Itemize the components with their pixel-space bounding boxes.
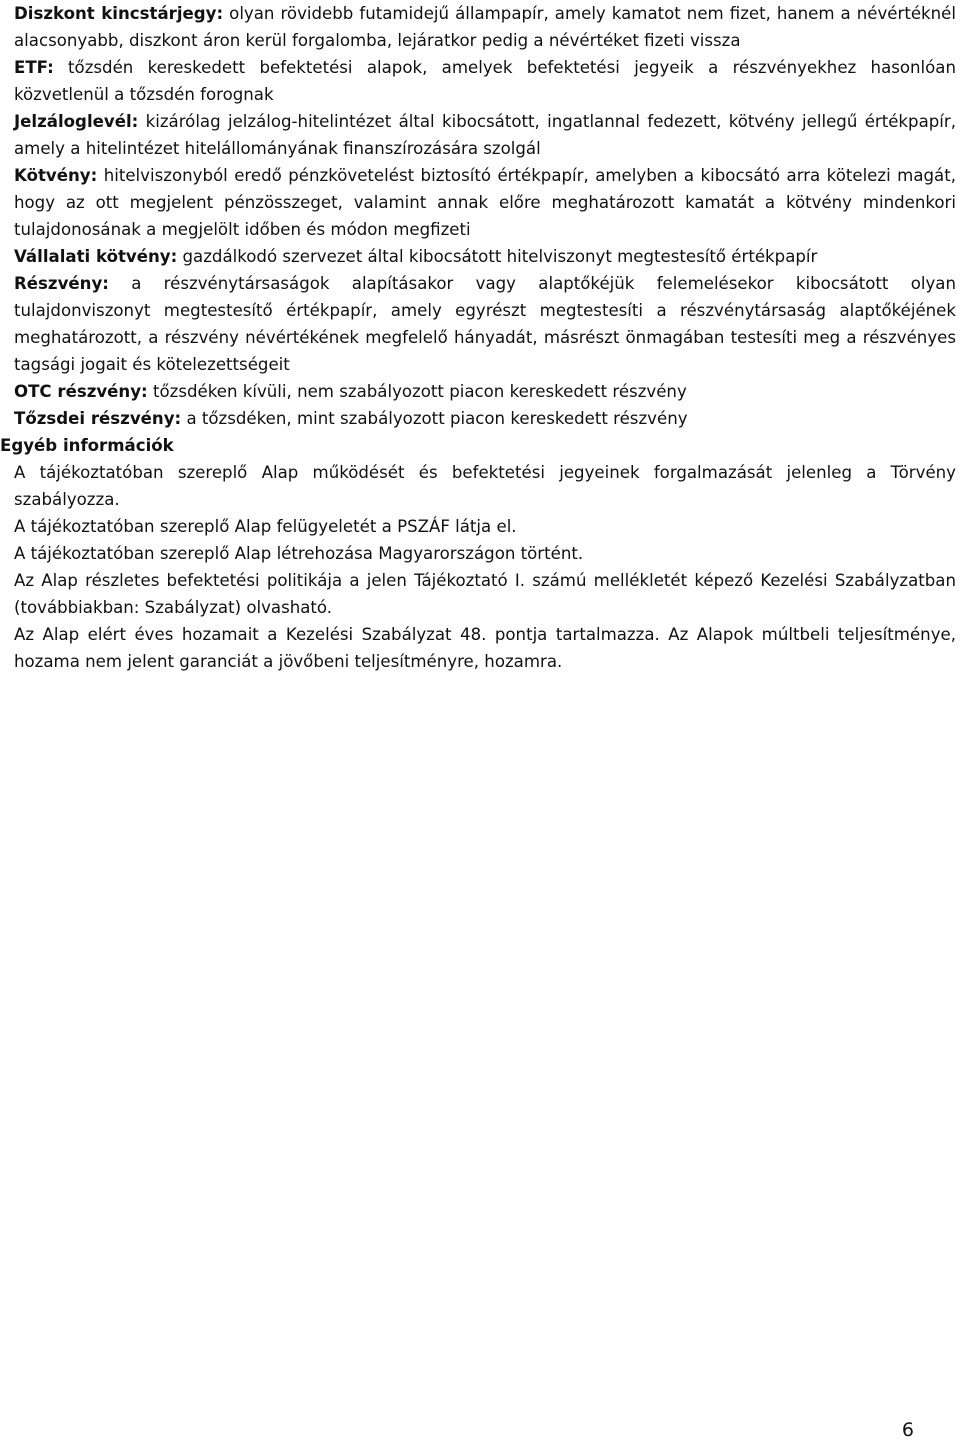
- glossary-entry-vallalati-kotveny: [14, 243, 956, 270]
- info-paragraph: Az Alap elért éves hozamait a Kezelési Szabályzat 48. pontja tartalmazza. Az Alapok múltbeli teljesítménye, hozama nem jelent garanciát a jövőbeni teljesítményre, hozamra.: [14, 625, 956, 671]
- section-heading-other-info: Egyéb információk: [0, 436, 174, 455]
- glossary-term: OTC részvény:: [14, 382, 148, 401]
- glossary-definition: a tőzsdéken, mint szabályozott piacon kereskedett részvény: [181, 409, 688, 428]
- info-paragraph: A tájékoztatóban szereplő Alap felügyeletét a PSZÁF látja el.: [14, 517, 517, 536]
- glossary-entry-reszveny: [14, 270, 956, 378]
- glossary-term: Jelzáloglevél:: [14, 112, 139, 131]
- glossary-definition: tőzsdén kereskedett befektetési alapok, amelyek befektetési jegyeik a részvényekhez hasonlóan közvetlenül a tőzsdén forognak: [14, 58, 956, 104]
- glossary-term: ETF:: [14, 58, 54, 77]
- glossary-definition: a részvénytársaságok alapításakor vagy alaptőkéjük felemelésekor kibocsátott olyan tulajdonviszonyt megtestesítő értékpapír, amely egyrészt megtestesíti a részvénytársaság alaptőkéjének meghatározott, a részvény névértékének megfelelő hányadát, másrészt önmagában testesíti meg a részvényes tagsági jogait és kötelezettségeit: [14, 274, 956, 374]
- glossary-entry-otc-reszveny: [14, 378, 956, 405]
- glossary-entry-tozsdei-reszveny: [14, 405, 956, 432]
- glossary-definition: tőzsdéken kívüli, nem szabályozott piacon kereskedett részvény: [147, 382, 687, 401]
- glossary-entry-jelzaloglevel: [14, 108, 956, 162]
- glossary-definition: hitelviszonyból eredő pénzkövetelést biztosító értékpapír, amelyben a kibocsátó arra kötelezi magát, hogy az ott megjelent pénzösszeget, valamint annak előre meghatározott kamatát a kötvény mindenkori tulajdonosának a megjelölt időben és módon megfizeti: [14, 166, 956, 239]
- glossary-term: Kötvény:: [14, 166, 98, 185]
- page-content: [0, 0, 956, 675]
- glossary-entry-kotveny: [14, 162, 956, 243]
- page-number: 6: [901, 1419, 914, 1441]
- glossary-entry-etf: [14, 54, 956, 108]
- glossary-definition: olyan rövidebb futamidejű állampapír, amely kamatot nem fizet, hanem a névértéknél alacsonyabb, diszkont áron kerül forgalomba, lejáratkor pedig a névértéket fizeti vissza: [14, 4, 956, 50]
- glossary-term: Vállalati kötvény:: [14, 247, 178, 266]
- glossary-term: Részvény:: [14, 274, 109, 293]
- glossary-entry-diszkont-kincstarjegy: [14, 0, 956, 54]
- glossary-term: Tőzsdei részvény:: [14, 409, 182, 428]
- info-paragraph: A tájékoztatóban szereplő Alap működését és befektetési jegyeinek forgalmazását jelenleg a Törvény szabályozza.: [14, 463, 956, 509]
- glossary-definition: kizárólag jelzálog-hitelintézet által kibocsátott, ingatlannal fedezett, kötvény jellegű értékpapír, amely a hitelintézet hitelállományának finanszírozására szolgál: [14, 112, 956, 158]
- info-paragraph: Az Alap részletes befektetési politikája a jelen Tájékoztató I. számú mellékletét képező Kezelési Szabályzatban (továbbiakban: Szabályzat) olvasható.: [14, 571, 956, 617]
- glossary-definition: gazdálkodó szervezet által kibocsátott hitelviszonyt megtestesítő értékpapír: [177, 247, 818, 266]
- info-paragraph: A tájékoztatóban szereplő Alap létrehozása Magyarországon történt.: [14, 544, 584, 563]
- glossary-term: Diszkont kincstárjegy:: [14, 4, 224, 23]
